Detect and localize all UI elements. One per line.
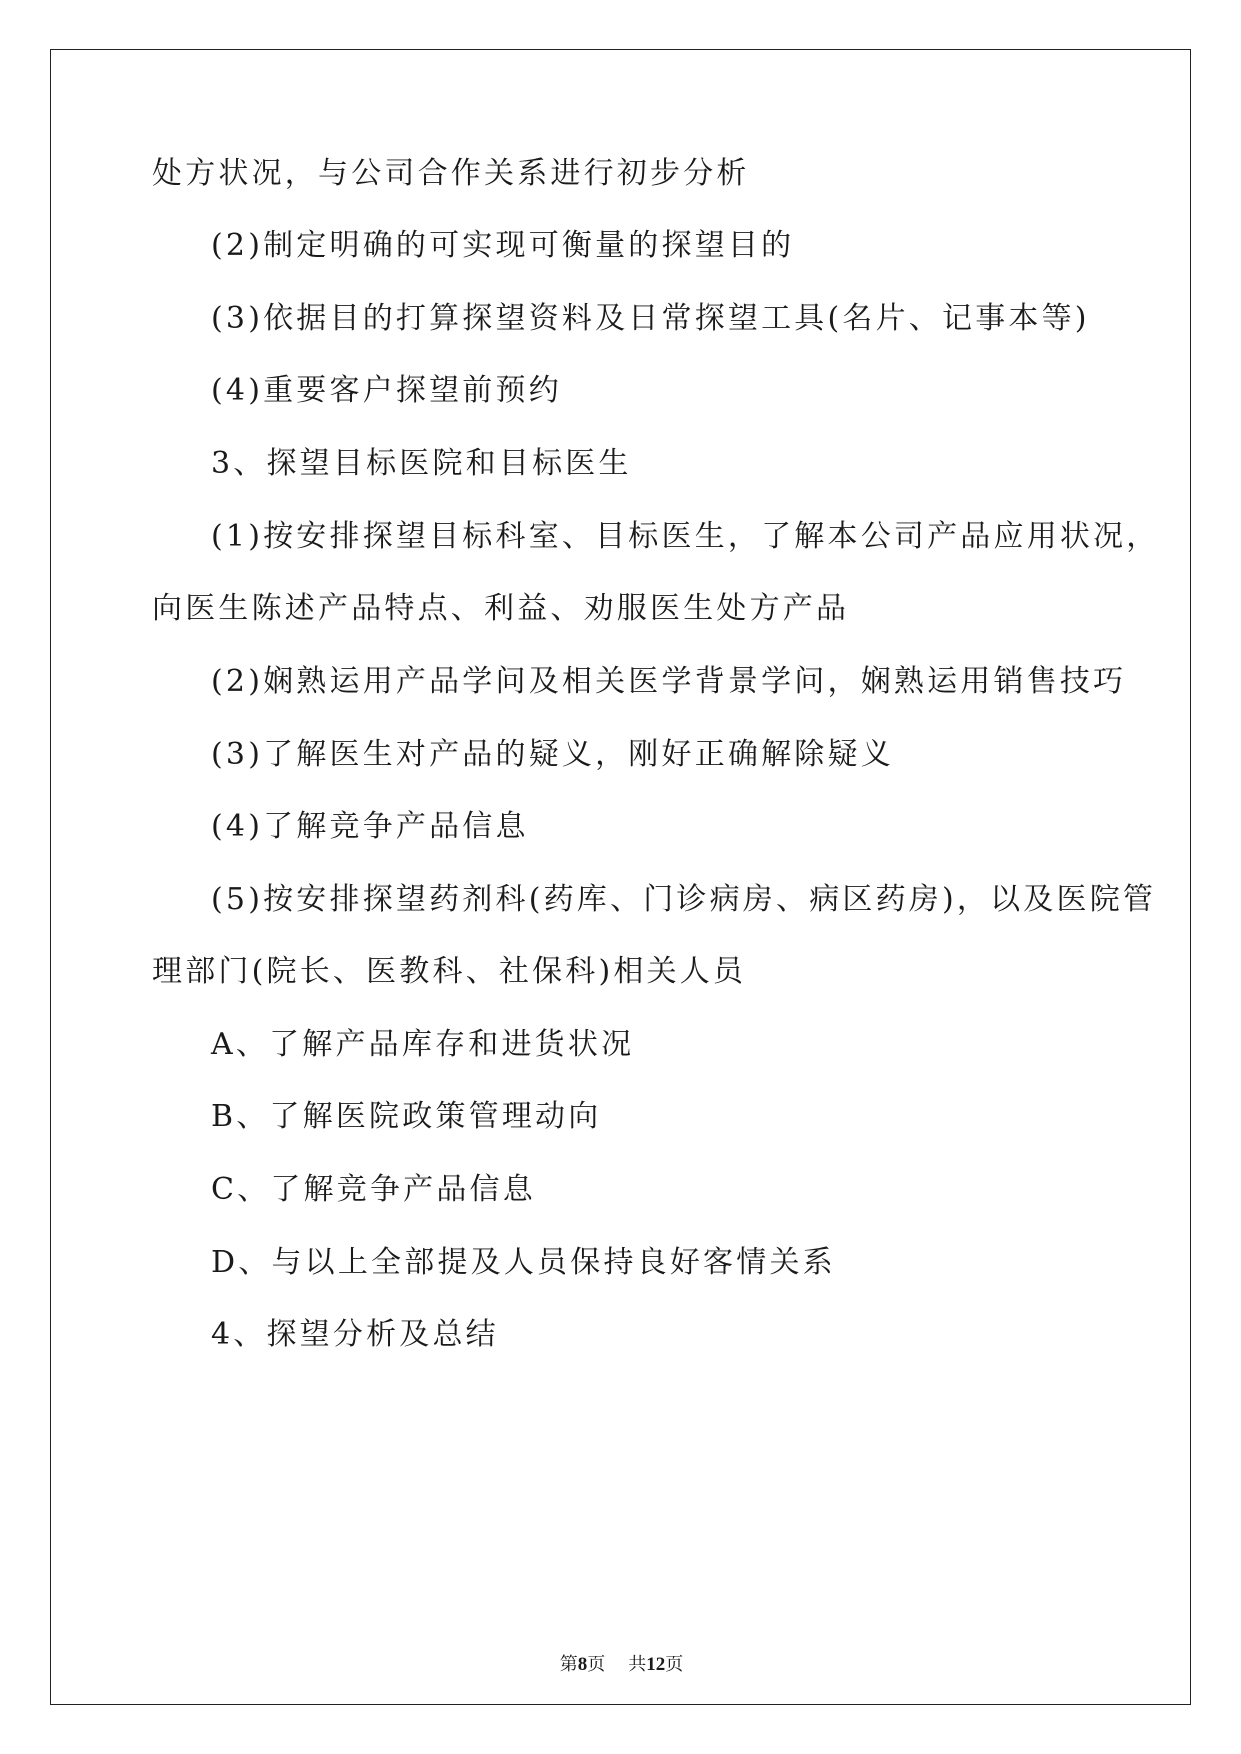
body-line-6: (1)按安排探望目标科室、目标医生，了解本公司产品应用状况，: [211, 519, 1160, 554]
page-prefix: 第: [559, 1654, 578, 1675]
body-line-11: (5)按安排探望药剂科(药库、门诊病房、病区药房)，以及医院管: [211, 882, 1157, 917]
body-line-8: (2)娴熟运用产品学问及相关医学背景学问，娴熟运用销售技巧: [211, 664, 1127, 699]
body-line-7: 向医生陈述产品特点、利益、劝服医生处方产品: [152, 591, 850, 626]
total-pages: 12: [646, 1654, 666, 1675]
body-line-4: (4)重要客户探望前预约: [211, 373, 562, 408]
body-line-13: A、了解产品库存和进货状况: [211, 1027, 635, 1062]
page-frame: [50, 49, 1191, 1705]
total-unit: 页: [665, 1654, 684, 1675]
section-heading-3: 3、探望目标医院和目标医生: [211, 446, 632, 481]
body-line-10: (4)了解竞争产品信息: [211, 809, 529, 844]
total-prefix: 共: [628, 1654, 647, 1675]
page-unit: 页: [587, 1654, 606, 1675]
body-line-14: B、了解医院政策管理动向: [211, 1099, 602, 1134]
body-line-12: 理部门(院长、医教科、社保科)相关人员: [152, 954, 747, 989]
page-footer: [51, 1653, 1192, 1677]
section-heading-4: 4、探望分析及总结: [211, 1317, 499, 1352]
body-line-9: (3)了解医生对产品的疑义，刚好正确解除疑义: [211, 737, 894, 772]
body-line-3: (3)依据目的打算探望资料及日常探望工具(名片、记事本等): [211, 301, 1090, 336]
body-line-1: 处方状况，与公司合作关系进行初步分析: [152, 156, 750, 191]
page-number: 8: [577, 1654, 588, 1675]
body-line-2: (2)制定明确的可实现可衡量的探望目的: [211, 228, 795, 263]
body-line-15: C、了解竞争产品信息: [211, 1172, 536, 1207]
body-line-16: D、与以上全部提及人员保持良好客情关系: [211, 1245, 836, 1280]
